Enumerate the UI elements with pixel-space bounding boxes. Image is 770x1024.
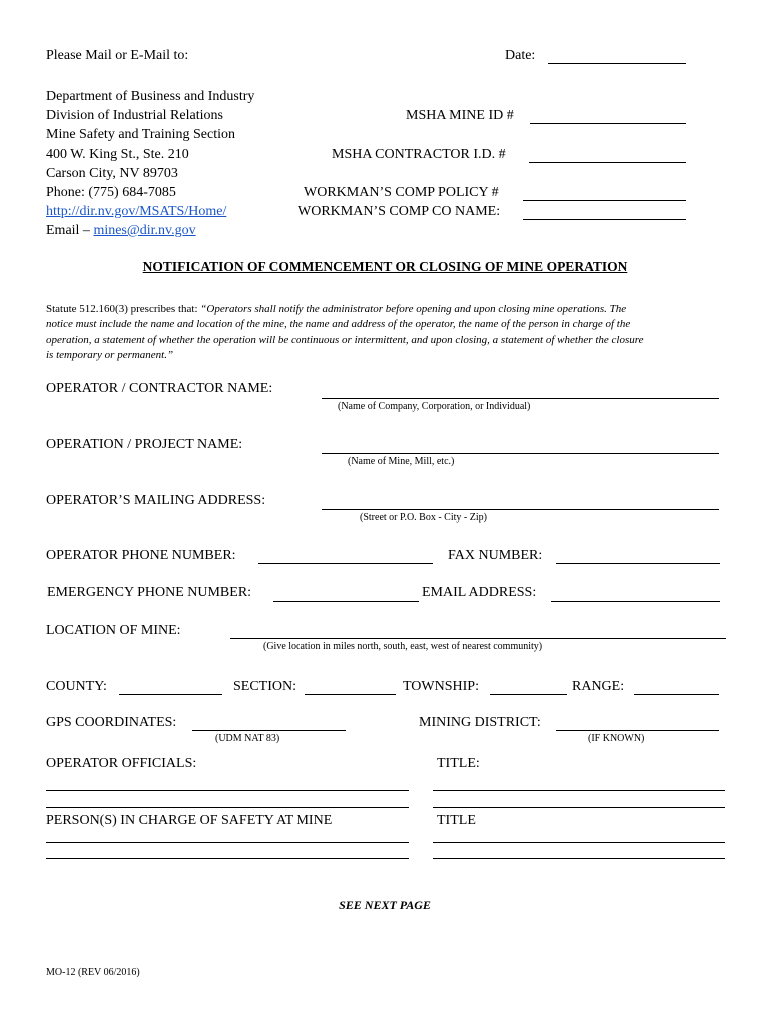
- underline: [119, 694, 222, 695]
- email-address-label: EMAIL ADDRESS:: [422, 585, 537, 600]
- township-input[interactable]: [490, 678, 567, 694]
- website-link[interactable]: http://dir.nv.gov/MSATS/Home/: [46, 204, 227, 219]
- location-input[interactable]: [230, 622, 726, 638]
- email-prefix: Email –: [46, 223, 94, 238]
- underline: [530, 123, 686, 124]
- workmans-comp-policy-input[interactable]: [523, 183, 686, 199]
- safety-title-label: TITLE: [437, 813, 476, 828]
- county-label: COUNTY:: [46, 679, 107, 694]
- email-line: [46, 223, 196, 239]
- phone-line: Phone: (775) 684-7085: [46, 185, 176, 200]
- gps-hint: (UDM NAT 83): [215, 733, 280, 744]
- safety-title-input[interactable]: [433, 842, 725, 858]
- mail-to-label: Please Mail or E-Mail to:: [46, 48, 189, 63]
- address-line: Division of Industrial Relations: [46, 108, 223, 123]
- location-hint: (Give location in miles north, south, east, west of nearest community): [263, 641, 543, 652]
- underline: [523, 219, 686, 220]
- email-address-input[interactable]: [551, 585, 720, 601]
- operator-name-input[interactable]: [322, 382, 719, 398]
- safety-person-input[interactable]: [46, 826, 409, 842]
- project-name-input[interactable]: [322, 437, 719, 453]
- workmans-comp-policy-label: WORKMAN’S COMP POLICY #: [304, 185, 499, 200]
- underline: [46, 807, 409, 808]
- address-line: Department of Business and Industry: [46, 89, 255, 104]
- msha-mine-id-input[interactable]: [530, 106, 686, 122]
- gps-label: GPS COORDINATES:: [46, 715, 177, 730]
- phone-number-input[interactable]: [258, 547, 433, 563]
- underline: [46, 858, 409, 859]
- gps-input[interactable]: [192, 714, 346, 730]
- range-input[interactable]: [634, 678, 719, 694]
- officials-label: OPERATOR OFFICIALS:: [46, 756, 197, 771]
- date-line: [548, 63, 686, 64]
- safety-persons-label: PERSON(S) IN CHARGE OF SAFETY AT MINE: [46, 813, 333, 828]
- see-next-page: SEE NEXT PAGE: [339, 898, 431, 912]
- mining-district-hint: (IF KNOWN): [588, 733, 645, 744]
- emergency-phone-label: EMERGENCY PHONE NUMBER:: [47, 585, 252, 600]
- mailing-address-input[interactable]: [322, 493, 719, 509]
- statute-line: operation, a statement of whether the operation will be continuous or intermittent, and upon closing, a statement of whether the closure: [46, 334, 644, 346]
- underline: [273, 601, 419, 602]
- underline: [490, 694, 567, 695]
- officials-title-label: TITLE:: [437, 756, 480, 771]
- underline: [433, 858, 725, 859]
- operator-name-label: OPERATOR / CONTRACTOR NAME:: [46, 381, 273, 396]
- underline: [634, 694, 719, 695]
- mailing-address-label: OPERATOR’S MAILING ADDRESS:: [46, 493, 266, 508]
- mining-district-input[interactable]: [556, 714, 719, 730]
- safety-person-input[interactable]: [46, 842, 409, 858]
- statute-prefix: Statute 512.160(3) prescribes that:: [46, 303, 201, 315]
- underline: [322, 398, 719, 399]
- underline: [556, 730, 719, 731]
- form-id: MO-12 (REV 06/2016): [46, 967, 140, 978]
- underline: [322, 453, 719, 454]
- underline: [192, 730, 346, 731]
- statute-line: [46, 303, 626, 315]
- address-line: Carson City, NV 89703: [46, 166, 178, 181]
- underline: [529, 162, 686, 163]
- official-name-input[interactable]: [46, 774, 409, 790]
- county-input[interactable]: [119, 678, 222, 694]
- project-name-hint: (Name of Mine, Mill, etc.): [348, 456, 455, 467]
- underline: [523, 200, 686, 201]
- official-name-input[interactable]: [46, 791, 409, 807]
- township-label: TOWNSHIP:: [403, 679, 479, 694]
- section-label: SECTION:: [233, 679, 296, 694]
- underline: [230, 638, 726, 639]
- statute-line: notice must include the name and location of the mine, the name and address of the operator, the name of the person in charge of the: [46, 318, 631, 330]
- range-label: RANGE:: [572, 679, 625, 694]
- underline: [305, 694, 396, 695]
- msha-contractor-id-label: MSHA CONTRACTOR I.D. #: [332, 147, 506, 162]
- page-title: NOTIFICATION OF COMMENCEMENT OR CLOSING OF MINE OPERATION: [142, 259, 628, 274]
- official-title-input[interactable]: [433, 791, 725, 807]
- underline: [258, 563, 433, 564]
- section-input[interactable]: [305, 678, 396, 694]
- date-label: Date:: [505, 48, 536, 63]
- phone-number-label: OPERATOR PHONE NUMBER:: [46, 548, 236, 563]
- msha-contractor-id-input[interactable]: [529, 145, 686, 161]
- msha-mine-id-label: MSHA MINE ID #: [406, 108, 514, 123]
- official-title-input[interactable]: [433, 774, 725, 790]
- statute-quote: “Operators shall notify the administrator before opening and upon closing mine operations. The: [200, 303, 627, 315]
- underline: [322, 509, 719, 510]
- mailing-address-hint: (Street or P.O. Box - City - Zip): [360, 512, 487, 523]
- email-link[interactable]: mines@dir.nv.gov: [93, 223, 196, 238]
- address-line: 400 W. King St., Ste. 210: [46, 147, 189, 162]
- location-label: LOCATION OF MINE:: [46, 623, 181, 638]
- address-line: Mine Safety and Training Section: [46, 127, 235, 142]
- underline: [551, 601, 720, 602]
- mining-district-label: MINING DISTRICT:: [419, 715, 541, 730]
- safety-title-input[interactable]: [433, 826, 725, 842]
- fax-number-input[interactable]: [556, 547, 720, 563]
- workmans-comp-co-input[interactable]: [523, 202, 686, 218]
- project-name-label: OPERATION / PROJECT NAME:: [46, 437, 243, 452]
- underline: [433, 807, 725, 808]
- fax-number-label: FAX NUMBER:: [448, 548, 543, 563]
- underline: [556, 563, 720, 564]
- workmans-comp-co-label: WORKMAN’S COMP CO NAME:: [298, 204, 501, 219]
- operator-name-hint: (Name of Company, Corporation, or Individual): [338, 401, 531, 412]
- emergency-phone-input[interactable]: [273, 585, 419, 601]
- statute-line: is temporary or permanent.”: [46, 349, 174, 361]
- date-input[interactable]: [548, 46, 686, 62]
